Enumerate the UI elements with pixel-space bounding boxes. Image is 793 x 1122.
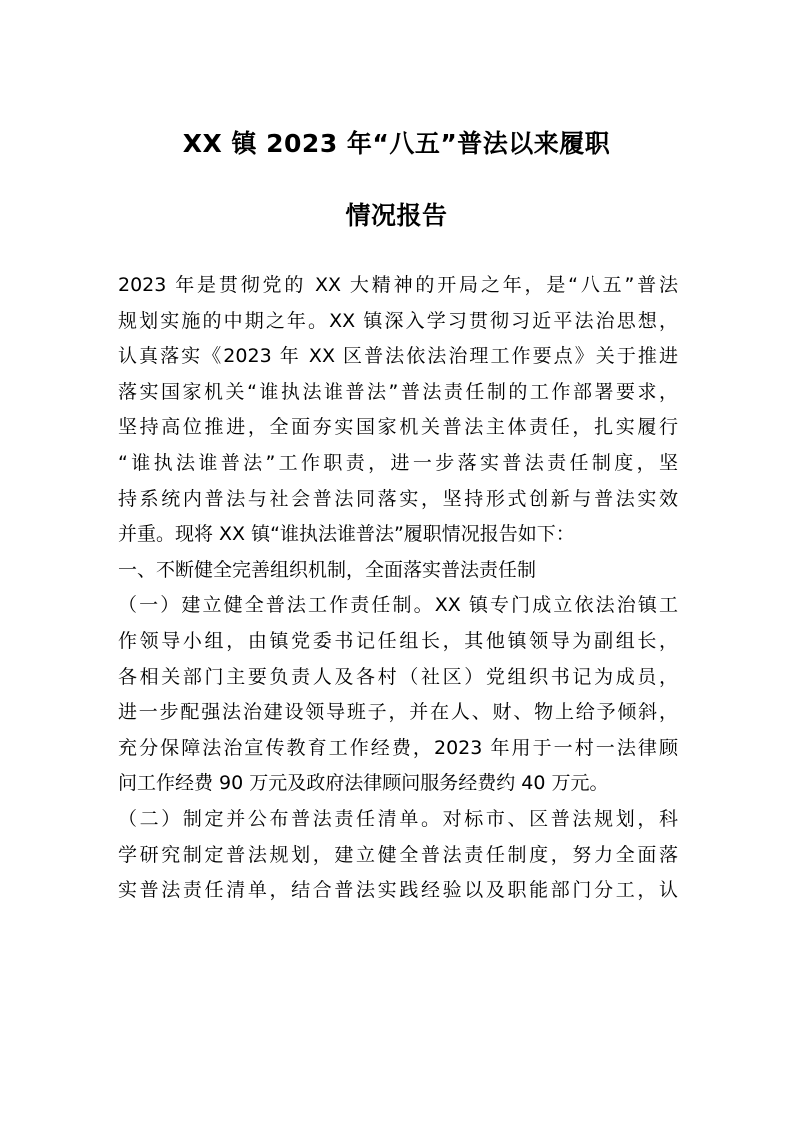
body-line: “谁执法谁普法”工作职责，进一步落实普法责任制度，坚 [118, 451, 678, 474]
document-title-line-1: XX 镇 2023 年“八五”普法以来履职 [182, 129, 611, 158]
body-line: 认真落实《2023 年 XX 区普法依法治理工作要点》关于推进 [118, 345, 678, 368]
body-line: 实普法责任清单，结合普法实践经验以及职能部门分工，认 [118, 879, 678, 902]
body-line: 落实国家机关“谁执法谁普法”普法责任制的工作部署要求， [118, 380, 678, 403]
body-line: （二）制定并公布普法责任清单。对标市、区普法规划，科 [118, 807, 678, 830]
body-line: 学研究制定普法规划，建立健全普法责任制度，努力全面落 [118, 843, 678, 866]
body-line: 规划实施的中期之年。XX 镇深入学习贯彻习近平法治思想， [118, 309, 678, 332]
body-line: 问工作经费 90 万元及政府法律顾问服务经费约 40 万元。 [118, 772, 609, 795]
body-line: 并重。现将 XX 镇“谁执法谁普法”履职情况报告如下： [118, 523, 575, 546]
document-body [118, 268, 678, 909]
body-line: 进一步配强法治建设领导班子，并在人、财、物上给予倾斜， [118, 701, 678, 724]
body-line: 各相关部门主要负责人及各村（社区）党组织书记为成员， [118, 665, 678, 688]
section-heading: 一、不断健全完善组织机制，全面落实普法责任制 [118, 558, 537, 581]
body-line: 充分保障法治宣传教育工作经费，2023 年用于一村一法律顾 [118, 736, 678, 759]
body-line: 2023 年是贯彻党的 XX 大精神的开局之年，是“八五”普法 [118, 274, 678, 296]
body-line: 持系统内普法与社会普法同落实，坚持形式创新与普法实效 [118, 487, 678, 510]
body-line: （一）建立健全普法工作责任制。XX 镇专门成立依法治镇工 [118, 594, 678, 617]
document-title-line-2: 情况报告 [345, 201, 448, 230]
body-line: 作领导小组，由镇党委书记任组长，其他镇领导为副组长， [118, 629, 678, 652]
body-line: 坚持高位推进，全面夯实国家机关普法主体责任，扎实履行 [118, 416, 678, 439]
